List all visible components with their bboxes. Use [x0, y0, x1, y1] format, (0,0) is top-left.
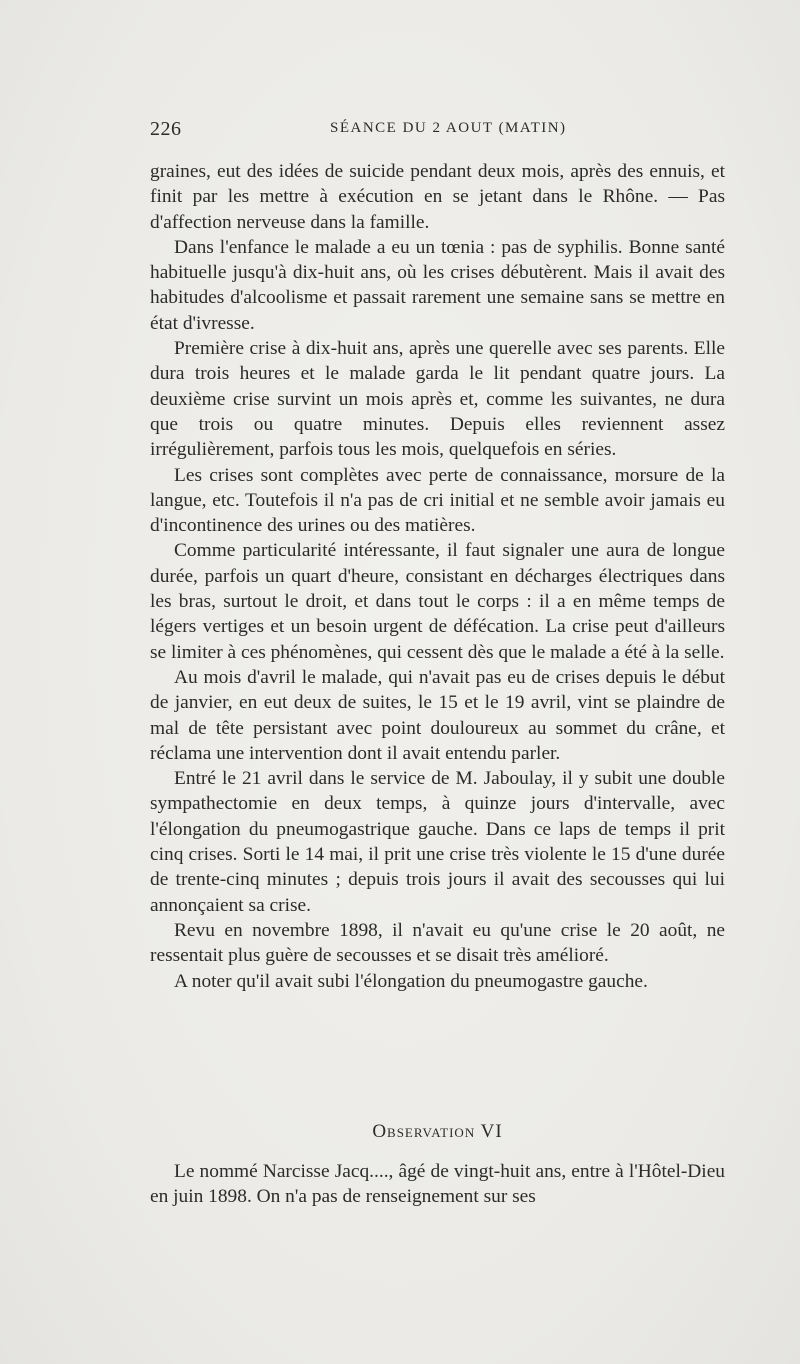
paragraph-7: Entré le 21 avril dans le service de M. Jaboulay, il y subit une double sympathectomie en deux temps, à quinze jours d'intervalle, avec l'élongation du pneumogastrique gauche. Dans ce laps de temps il prit cinq crises. Sorti le 14 mai, il prit une crise très violente le 15 d'une durée de trente-cinq minutes ; depuis trois jours il avait des secousses qui lui annonçaient sa crise. [150, 768, 725, 916]
paragraph-4: Les crises sont complètes avec perte de connaissance, morsure de la langue, etc. Toutefois il n'a pas de cri initial et ne semble avoir jamais eu d'incontinence des urines ou des matières. [150, 464, 725, 537]
paragraph-9: A noter qu'il avait subi l'élongation du pneumogastre gauche. [174, 970, 648, 992]
paragraph-6: Au mois d'avril le malade, qui n'avait pas eu de crises depuis le début de janvier, en eut deux de suites, le 15 et le 19 avril, vint se plaindre de mal de tête persistant avec point douloureux au sommet du crâne, et réclama une intervention dont il avait entendu parler. [150, 666, 725, 764]
running-head: SÉANCE DU 2 AOUT (MATIN) [330, 120, 567, 136]
closing-text [150, 1159, 725, 1210]
page-header [150, 118, 730, 148]
paragraph-3: Première crise à dix-huit ans, après une querelle avec ses parents. Elle dura trois heures et le malade garda le lit pendant quatre jours. La deuxième crise survint un mois après et, comme les suivantes, ne dura que trois ou quatre minutes. Depuis elles reviennent assez irrégulièrement, parfois tous les mois, quelquefois en séries. [150, 338, 725, 461]
section-heading: Observation VI [372, 1121, 503, 1142]
closing-paragraph: Le nommé Narcisse Jacq...., âgé de vingt-huit ans, entre à l'Hôtel-Dieu en juin 1898. On n'a pas de renseignement sur ses [150, 1161, 725, 1208]
paragraph-1: graines, eut des idées de suicide pendant deux mois, après des ennuis, et finit par les mettre à exécution en se jetant dans le Rhône. — Pas d'affection nerveuse dans la famille. [150, 161, 725, 233]
paragraph-2: Dans l'enfance le malade a eu un tœnia : pas de syphilis. Bonne santé habituelle jusqu'à dix-huit ans, où les crises débutèrent. Mais il avait des habitudes d'alcoolisme et passait rarement une semaine sans se mettre en état d'ivresse. [150, 236, 725, 334]
paragraph-8: Revu en novembre 1898, il n'avait eu qu'une crise le 20 août, ne ressentait plus guère de secousses et se disait très amélioré. [150, 919, 725, 967]
body-text [150, 159, 725, 994]
page-number: 226 [150, 118, 182, 140]
paragraph-5: Comme particularité intéressante, il faut signaler une aura de longue durée, parfois un quart d'heure, consistant en décharges électriques dans les bras, surtout le droit, et dans tout le corps : il a en même temps de légers vertiges et un besoin urgent de défécation. La crise peut d'ailleurs se limiter à ces phénomènes, qui cessent dès que le malade a été à la selle. [150, 540, 725, 663]
